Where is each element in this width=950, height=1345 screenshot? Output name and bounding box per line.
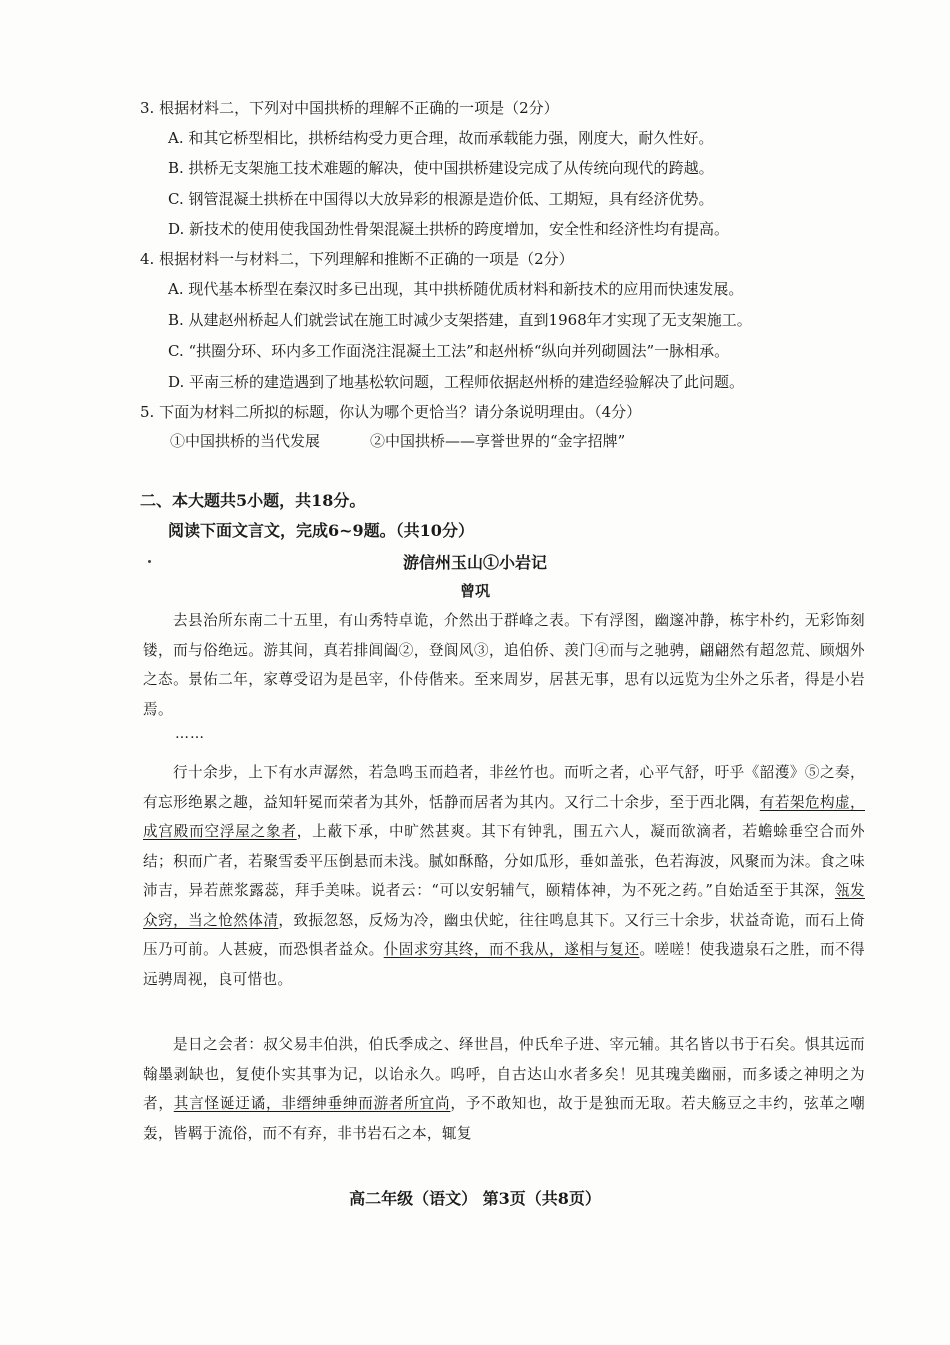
question-3-option-d: D. 新技术的使用使我国劲性骨架混凝土拱桥的跨度增加，安全性和经济性均有提高。 (168, 220, 730, 238)
question-4-option-a: A. 现代基本桥型在秦汉时多已出现，其中拱桥随优质材料和新技术的应用而快速发展。 (168, 280, 744, 298)
page-footer: 高二年级（语文） 第3页（共8页） (349, 1189, 601, 1208)
question-4-option-b: B. 从建赵州桥起人们就尝试在施工时减少支架搭建，直到1968年才实现了无支架施工。 (168, 311, 752, 329)
underlined-sentence-1: 有若架危构虚，成宫殿而空浮屋之象者 (143, 793, 866, 840)
question-4-option-c: C. “拱圈分环、环内多工作面浇注混凝土工法”和赵州桥“纵向并列砌圆法”一脉相承。 (168, 342, 730, 360)
passage-text: 。嗟嗟！使我遗泉石之胜，而不得远骋周视，良可惜也。 (143, 941, 866, 988)
question-4-stem: 4. 根据材料一与材料二，下列理解和推断不正确的一项是（2分） (140, 250, 574, 268)
question-5-option-2: ②中国拱桥——享誉世界的“金字招牌” (370, 432, 626, 450)
passage-author: 曾巩 (459, 582, 490, 600)
passage-text: ，上蔽下承，中旷然甚爽。其下有钟乳，围五六人，凝而欲滴者，若蟾蜍垂空合而外结；积而广者，若聚雪委平压倒悬而未浅。腻如酥酪，分如瓜形，垂如盖张，色若海波，风聚而为沫。食之味沛吉，异若蔗浆露蕊，拜手美味。说者云：“可以安躬辅气，颐精体神，为不死之药。”自始适至于其深， (143, 823, 865, 899)
passage-text: 行十余步，上下有水声潺然，若急鸣玉而趋者，非丝竹也。而听之者，心平气舒，吁乎《韶濩》⑤之奏，有忘形绝累之趣，益知轩冕而荣者为其外，恬静而居者为其内。又行二十余步，至于西北隅， (143, 764, 865, 811)
passage-title: 游信州玉山①小岩记 (402, 553, 547, 572)
passage-paragraph-2 (143, 758, 865, 994)
question-3-option-c: C. 钢管混凝土拱桥在中国得以大放异彩的根源是造价低、工期短，具有经济优势。 (168, 190, 714, 208)
underlined-sentence-2: 瓴发众窍，当之怆然体清 (143, 882, 865, 929)
scan-speck (148, 560, 151, 563)
passage-text: ，致振忽怒，反炀为冷，幽虫伏蛇，往往鸣息其下。又行三十余步，状益奇诡，而石上倚压乃可前。人甚疲，而恐惧者益众。 (143, 911, 866, 958)
question-3-option-a: A. 和其它桥型相比，拱桥结构受力更合理，故而承载能力强，刚度大，耐久性好。 (168, 129, 714, 147)
underlined-sentence-4: 其言怪诞迂谲，非缙绅垂绅而游者所宜尚 (173, 1095, 451, 1112)
section-2-heading: 二、本大题共5小题，共18分。 (140, 491, 366, 510)
passage-text: ，予不敢知也，故于是独而无取。若夫觞豆之丰约，弦革之嘲轰，皆羁于流俗，而不有弃，非书岩石之本，辄复 (143, 1095, 865, 1142)
question-4-option-d: D. 平南三桥的建造遇到了地基松软问题，工程师依据赵州桥的建造经验解决了此问题。 (168, 373, 745, 391)
passage-paragraph-1: 去县治所东南二十五里，有山秀特卓诡，介然出于群峰之表。下有浮图，幽邃冲静，栋宇朴约，无彩饰刻镂，而与俗绝远。游其间，真若排阊阖②，登阆风③，追伯侨、羡门④而与之驰骋，翩翩然有超忽荒、顾烟外之态。景佑二年，家尊受诏为是邑宰，仆侍偕来。至来周岁，居甚无事，思有以远览为尘外之乐者，得是小岩焉。 (143, 612, 865, 718)
passage-text: 是日之会者：叔父易丰伯洪，伯氏季成之、绎世昌，仲氏牟子进、宰元辅。其名皆以书于石矣。惧其远而翰墨剥缺也，复使仆实其事为记，以诒永久。呜呼，自古达山水者多矣！见其瑰美幽丽，而多诿之神明之为者， (143, 1036, 865, 1112)
question-5-stem: 5. 下面为材料二所拟的标题，你认为哪个更恰当？请分条说明理由。（4分） (140, 403, 642, 421)
question-3-stem: 3. 根据材料二，下列对中国拱桥的理解不正确的一项是（2分） (140, 99, 559, 117)
underlined-sentence-3: 仆固求穷其终，而不我从，遂相与复还 (383, 941, 640, 958)
section-2-instruction: 阅读下面文言文，完成6~9题。（共10分） (168, 521, 474, 540)
passage-paragraph-3 (143, 1030, 865, 1148)
question-3-option-b: B. 拱桥无支架施工技术难题的解决，使中国拱桥建设完成了从传统向现代的跨越。 (168, 159, 714, 177)
passage-ellipsis: …… (175, 726, 205, 742)
question-5-option-1: ①中国拱桥的当代发展 (170, 432, 321, 450)
